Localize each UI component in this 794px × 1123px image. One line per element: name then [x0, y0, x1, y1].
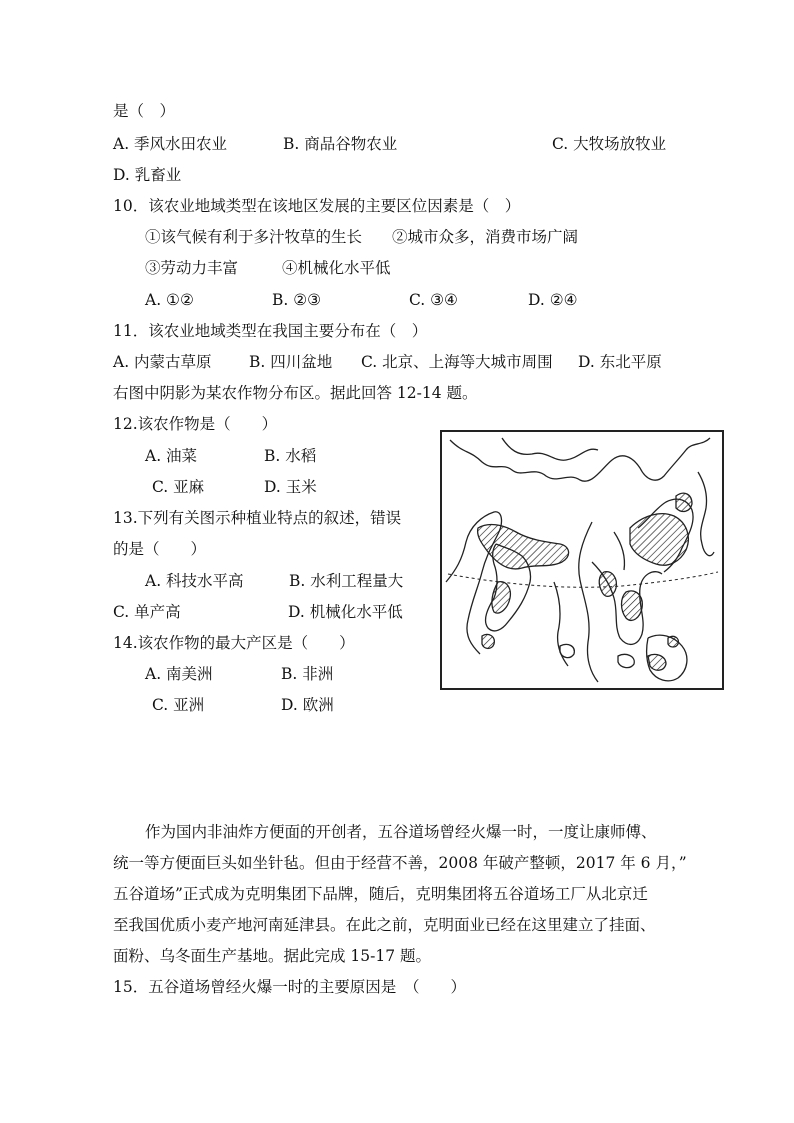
- river-1: [579, 522, 598, 682]
- q9-option-d: D. 乳畜业: [113, 166, 182, 184]
- crop-area-china-north: [676, 493, 692, 511]
- passage-line-3: 五谷道场”正式成为克明集团下品牌，随后，克明集团将五谷道场工厂从北京迁: [113, 885, 648, 903]
- asia-map-drawing: [442, 432, 722, 688]
- river-3: [614, 532, 625, 570]
- q10-option-b: B. ②③: [272, 291, 322, 309]
- q11-option-d: D. 东北平原: [578, 353, 662, 371]
- q11-option-c: C. 北京、上海等大城市周围: [361, 353, 553, 371]
- q14-option-a: A. 南美洲: [145, 665, 213, 683]
- q10-statement-3: ③劳动力丰富: [145, 259, 239, 277]
- passage-line-1: 作为国内非油炸方便面的开创者，五谷道场曾经火爆一时，一度让康师傅、: [145, 823, 657, 841]
- korea-japan: [698, 472, 714, 556]
- crop-area-mekong: [622, 591, 643, 620]
- q10-option-a: A. ①②: [145, 291, 194, 309]
- q12-option-a: A. 油菜: [145, 447, 198, 465]
- q13-stem-line2: 的是（ ）: [113, 540, 207, 558]
- coastline-north: [450, 438, 710, 481]
- coastline-inner: [502, 438, 598, 460]
- crop-area-india-south: [492, 582, 510, 613]
- q9-option-c: C. 大牧场放牧业: [552, 135, 667, 153]
- q14-option-d: D. 欧洲: [281, 696, 334, 714]
- crop-area-indochina: [599, 572, 616, 597]
- crop-area-ganges: [478, 525, 569, 569]
- q9-option-b: B. 商品谷物农业: [283, 135, 398, 153]
- q9-stem-cont: 是（ ）: [113, 102, 176, 120]
- q10-option-c: C. ③④: [409, 291, 458, 309]
- q14-option-b: B. 非洲: [281, 665, 334, 683]
- q10-statement-1: ①该气候有利于多汁牧草的生长: [145, 228, 363, 246]
- q13-option-c: C. 单产高: [113, 603, 181, 621]
- q12-stem: 12.该农作物是（ ）: [113, 415, 278, 433]
- q9-option-a: A. 季风水田农业: [113, 135, 228, 153]
- q10-statement-2: ②城市众多，消费市场广阔: [392, 228, 579, 246]
- q13-stem-line1: 13.下列有关图示种植业特点的叙述，错误: [113, 509, 402, 527]
- q11-stem: 11．该农业地域类型在我国主要分布在（ ）: [113, 322, 428, 340]
- crop-area-china: [630, 514, 688, 566]
- q12-option-b: B. 水稻: [264, 447, 317, 465]
- crop-area-java: [648, 654, 666, 670]
- crop-area-islands: [668, 636, 678, 647]
- crop-area-sri-lanka: [482, 634, 494, 648]
- intro-12-14: 右图中阴影为某农作物分布区。据此回答 12-14 题。: [113, 384, 478, 402]
- island-small-2: [618, 654, 634, 667]
- q14-stem: 14.该农作物的最大产区是（ ）: [113, 634, 355, 652]
- q11-option-b: B. 四川盆地: [249, 353, 333, 371]
- tropic-line: [448, 572, 718, 587]
- q14-option-c: C. 亚洲: [152, 696, 205, 714]
- q13-option-a: A. 科技水平高: [145, 572, 244, 590]
- q10-option-d: D. ②④: [528, 291, 578, 309]
- q10-statement-4: ④机械化水平低: [282, 259, 391, 277]
- passage-line-5: 面粉、乌冬面生产基地。据此完成 15-17 题。: [113, 947, 432, 965]
- q13-option-d: D. 机械化水平低: [288, 603, 403, 621]
- q13-option-b: B. 水利工程量大: [289, 572, 404, 590]
- passage-line-2: 统一等方便面巨头如坐针毡。但由于经营不善，2008 年破产整顿，2017 年 6 月，”: [113, 854, 687, 872]
- island-small-1: [560, 644, 574, 657]
- q15-stem: 15．五谷道场曾经火爆一时的主要原因是 （ ）: [113, 978, 466, 996]
- q12-option-d: D. 玉米: [264, 478, 317, 496]
- q10-stem: 10．该农业地域类型在该地区发展的主要区位因素是（ ）: [113, 197, 521, 215]
- crop-distribution-map: [440, 430, 724, 690]
- q11-option-a: A. 内蒙古草原: [113, 353, 212, 371]
- passage-line-4: 至我国优质小麦产地河南延津县。在此之前，克明面业已经在这里建立了挂面、: [113, 916, 656, 934]
- q12-option-c: C. 亚麻: [152, 478, 205, 496]
